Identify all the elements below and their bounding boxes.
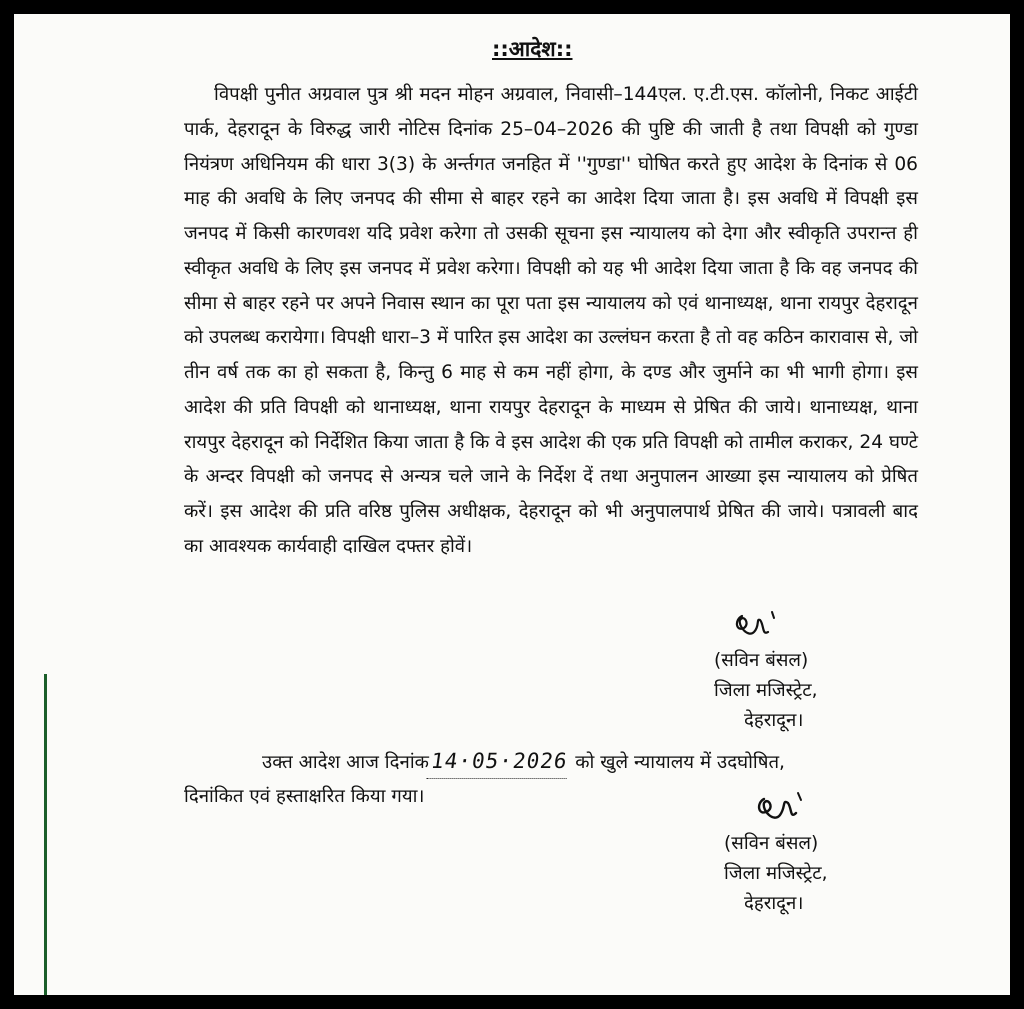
signatory-name: (सविन बंसल) xyxy=(724,833,819,854)
handwritten-signature-icon xyxy=(714,606,784,646)
signatory-name: (सविन बंसल) xyxy=(714,650,809,671)
signature-block-1 xyxy=(714,606,818,736)
handwritten-signature-icon xyxy=(744,789,814,829)
declaration-prefix: उक्त आदेश आज दिनांक xyxy=(262,752,429,773)
signatory-place: देहरादून। xyxy=(744,710,804,731)
order-title: ::आदेश:: xyxy=(492,37,573,61)
signatory-designation: जिला मजिस्ट्रेट, xyxy=(714,680,818,701)
signatory-designation: जिला मजिस्ट्रेट, xyxy=(724,863,828,884)
page-edge-line xyxy=(44,674,47,995)
declaration-suffix: को खुले न्यायालय में उदघोषित, xyxy=(575,752,785,773)
document-page xyxy=(14,14,1010,995)
handwritten-date: 14·05·2026 xyxy=(426,744,571,779)
order-body-paragraph: विपक्षी पुनीत अग्रवाल पुत्र श्री मदन मोहन अग्रवाल, निवासी–144एल. ए.टी.एस. कॉलोनी, निकट आईटी पार्क, देहरादून के विरुद्ध जारी नोटिस दिनांक 25–04–2026 की पुष्टि की जाती है तथा विपक्षी को गुण्डा नियंत्रण अधिनियम की धारा 3(3) के अर्न्तगत जनहित में ''गुण्डा'' घोषित करते हुए आदेश के दिनांक से 06 माह की अवधि के लिए जनपद की सीमा से बाहर रहने का आदेश दिया जाता है। इस अवधि में विपक्षी इस जनपद में किसी कारणवश यदि प्रवेश करेगा तो उसकी सूचना इस न्यायालय को देगा और स्वीकृति उपरान्त ही स्वीकृत अवधि के लिए इस जनपद में प्रवेश करेगा। विपक्षी को यह भी आदेश दिया जाता है कि वह जनपद की सीमा से बाहर रहने पर अपने निवास स्थान का पूरा पता इस न्यायालय को एवं थानाध्यक्ष, थाना रायपुर देहरादून को उपलब्ध करायेगा। विपक्षी धारा–3 में पारित इस आदेश का उल्लंघन करता है तो वह कठिन कारावास से, जो तीन वर्ष तक का हो सकता है, किन्तु 6 माह से कम नहीं होगा, के दण्ड और जुर्माने का भी भागी होगा। इस आदेश की प्रति विपक्षी को थानाध्यक्ष, थाना रायपुर देहरादून के माध्यम से प्रेषित की जाये। थानाध्यक्ष, थाना रायपुर देहरादून को निर्देशित किया जाता है कि वे इस आदेश की एक प्रति विपक्षी को तामील कराकर, 24 घण्टे के अन्दर विपक्षी को जनपद से अन्यत्र चले जाने के निर्देश दें तथा अनुपालन आख्या इस न्यायालय को प्रेषित करें। इस आदेश की प्रति वरिष्ठ पुलिस अधीक्षक, देहरादून को भी अनुपालपार्थ प्रेषित की जाये। पत्रावली बाद का आवश्यक कार्यवाही दाखिल दफ्तर होवें। xyxy=(184,84,918,557)
signatory-place: देहरादून। xyxy=(744,893,804,914)
signature-block-2 xyxy=(724,789,828,919)
declaration-line-2: दिनांकित एवं हस्ताक्षरित किया गया। xyxy=(184,786,425,807)
